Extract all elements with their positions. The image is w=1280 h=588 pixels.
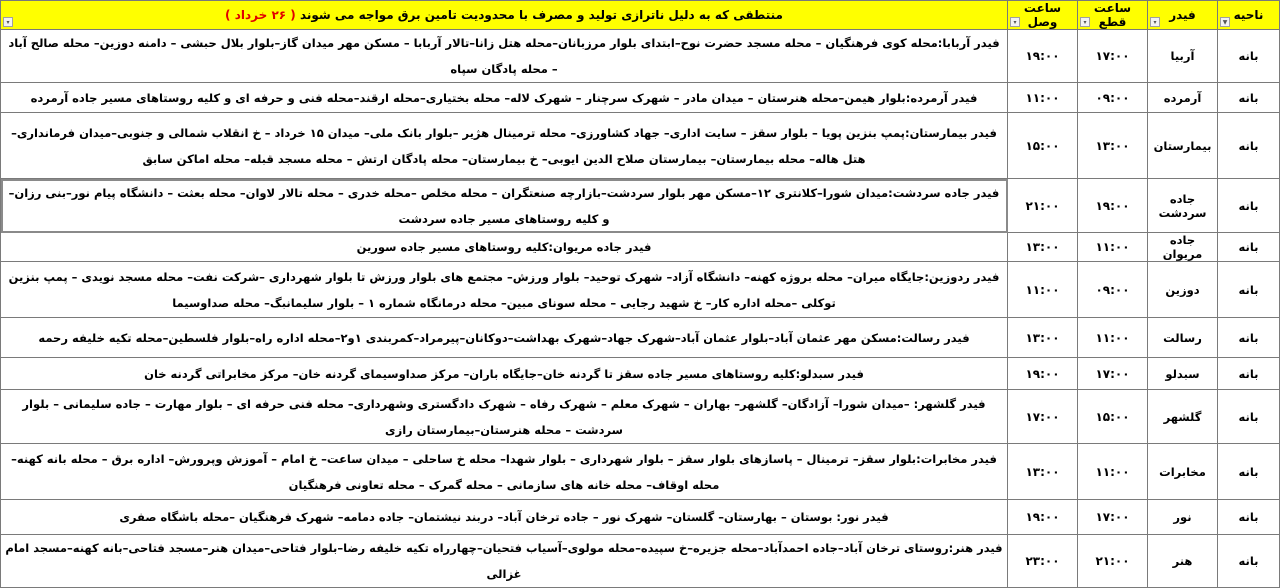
cell-description[interactable]: فیدر رسالت:مسکن مهر عثمان آباد–بلوار عثمان آباد–شهرک جهاد–شهرک بهداشت–دوکانان–پیرمراد–کمربندی ۱و۲–محله اداره راه–بلوار فلسطین–محله تکیه خلیفه رحمه bbox=[1, 318, 1008, 358]
cell-area[interactable]: بانه bbox=[1218, 30, 1280, 83]
cell-feeder[interactable]: جاده سردشت bbox=[1148, 179, 1218, 233]
cell-connect-time[interactable]: ۱۹:۰۰ bbox=[1008, 30, 1078, 83]
cell-description[interactable]: فیدر بیمارستان:پمپ بنزین پویا – بلوار سقز – سایت اداری– جهاد کشاورزی– محله ترمینال هژیر –بلوار بانک ملی– میدان ۱۵ خرداد – خ انقلاب شمالی و جنوبی–میدان فرمانداری– هتل هاله– محله بیمارستان– بیمارستان صلاح الدین ایوبی– خ بیمارستان– محله پادگان ارتش – محله مسجد قبله– محله اماکن سابق bbox=[1, 113, 1008, 179]
cell-feeder[interactable]: دوزین bbox=[1148, 262, 1218, 318]
cell-connect-time[interactable]: ۱۳:۰۰ bbox=[1008, 233, 1078, 262]
cell-cut-time[interactable]: ۱۷:۰۰ bbox=[1078, 500, 1148, 535]
cell-connect-time[interactable]: ۱۱:۰۰ bbox=[1008, 262, 1078, 318]
cell-feeder[interactable]: گلشهر bbox=[1148, 390, 1218, 444]
dropdown-icon[interactable]: ▾ bbox=[3, 17, 13, 27]
cell-cut-time[interactable]: ۰۹:۰۰ bbox=[1078, 83, 1148, 113]
cell-area[interactable]: بانه bbox=[1218, 113, 1280, 179]
cell-cut-time[interactable]: ۱۳:۰۰ bbox=[1078, 113, 1148, 179]
header-connect-time bbox=[1008, 1, 1078, 30]
header-feeder-label: فیدر bbox=[1169, 8, 1196, 22]
header-description bbox=[1, 1, 1008, 30]
cell-connect-time[interactable]: ۱۹:۰۰ bbox=[1008, 358, 1078, 390]
cell-connect-time[interactable]: ۱۹:۰۰ bbox=[1008, 500, 1078, 535]
table-row bbox=[1, 535, 1280, 588]
cell-feeder[interactable]: هنر bbox=[1148, 535, 1218, 588]
table-row bbox=[1, 358, 1280, 390]
cell-cut-time[interactable]: ۲۱:۰۰ bbox=[1078, 535, 1148, 588]
cell-description[interactable]: فیدر ردوزین:جایگاه میران– محله بروژه کهنه– دانشگاه آزاد– شهرک توحید– بلوار ورزش– مجتمع های بلوار ورزش تا بلوار شهرداری –شرکت نفت– محله مسجد نویدی – پمپ بنزین توکلی –محله اداره کار– خ شهید رجایی – محله سونای مبین– محله درمانگاه شماره ۱ – بلوار سلیمانبگ– محله صداوسیما bbox=[1, 262, 1008, 318]
dropdown-icon[interactable]: ▾ bbox=[1080, 17, 1090, 27]
cell-description[interactable]: فیدر مخابرات:بلوار سقز– ترمینال – پاسازهای بلوار سقز – بلوار شهرداری – بلوار شهدا– محله خ ساحلی – میدان ساعت– خ امام – آموزش وپرورش– اداره برق – محله بانه کهنه– محله اوقاف– محله خانه های سازمانی – محله گمرک – محله تعاونی فرهنگیان bbox=[1, 444, 1008, 500]
cell-connect-time[interactable]: ۱۳:۰۰ bbox=[1008, 444, 1078, 500]
header-description-label: منتطقی که به دلیل ناترازی تولید و مصرف با محدودیت تامین برق مواجه می شوند bbox=[299, 8, 783, 22]
cell-description[interactable]: فیدر جاده مریوان:کلیه روستاهای مسیر جاده سورین bbox=[1, 233, 1008, 262]
cell-feeder[interactable]: سبدلو bbox=[1148, 358, 1218, 390]
cell-description[interactable]: فیدر هنر:روستای ترخان آباد–جاده احمدآباد–محله جزیره–خ سپیده–محله مولوی–آسیاب فتحیان–چهارراه تکیه خلیفه رضا–بلوار فتاحی–میدان هنر–مسجد فتاحی–بانه کهنه–مسجد امام غزالی bbox=[1, 535, 1008, 588]
cell-description-selected[interactable]: فیدر جاده سردشت:میدان شورا–کلانتری ۱۲–مسکن مهر بلوار سردشت–بازارچه صنعتگران – محله مخلص –محله خدری – محله تالار لاوان– محله بعثت – دانشگاه پیام نور–بنی رزان– و کلیه روستاهای مسیر جاده سردشت bbox=[1, 179, 1008, 233]
cell-area[interactable]: بانه bbox=[1218, 358, 1280, 390]
cell-cut-time[interactable]: ۱۷:۰۰ bbox=[1078, 358, 1148, 390]
cell-feeder[interactable]: نور bbox=[1148, 500, 1218, 535]
header-area bbox=[1218, 1, 1280, 30]
table-row bbox=[1, 262, 1280, 318]
cell-cut-time[interactable]: ۱۱:۰۰ bbox=[1078, 233, 1148, 262]
table-row bbox=[1, 233, 1280, 262]
table-row bbox=[1, 500, 1280, 535]
cell-connect-time[interactable]: ۲۳:۰۰ bbox=[1008, 535, 1078, 588]
header-connect-time-label: ساعت وصل bbox=[1023, 1, 1062, 29]
table-row bbox=[1, 83, 1280, 113]
cell-connect-time[interactable]: ۱۵:۰۰ bbox=[1008, 113, 1078, 179]
cell-cut-time[interactable]: ۱۹:۰۰ bbox=[1078, 179, 1148, 233]
dropdown-icon[interactable]: ▾ bbox=[1150, 17, 1160, 27]
header-feeder bbox=[1148, 1, 1218, 30]
cell-cut-time[interactable]: ۱۱:۰۰ bbox=[1078, 444, 1148, 500]
cell-feeder[interactable]: آربیا bbox=[1148, 30, 1218, 83]
cell-area[interactable]: بانه bbox=[1218, 500, 1280, 535]
header-area-label: ناحیه bbox=[1233, 8, 1264, 22]
table-row bbox=[1, 318, 1280, 358]
cell-cut-time[interactable]: ۰۹:۰۰ bbox=[1078, 262, 1148, 318]
cell-cut-time[interactable]: ۱۱:۰۰ bbox=[1078, 318, 1148, 358]
cell-description[interactable]: فیدر آربابا:محله کوی فرهنگیان – محله مسجد حضرت نوح–ابتدای بلوار مرزبانان–محله هتل زانا–تالار آربابا – مسکن مهر میدان گاز–بلوار بلال حبشی – دامنه دوزین– محله صالح آباد – محله پادگان سپاه bbox=[1, 30, 1008, 83]
cell-description[interactable]: فیدر آرمرده:بلوار هیمن–محله هنرستان – میدان مادر – شهرک سرچنار – شهرک لاله– محله بختیاری–محله ارقند–محله فنی و حرفه ای و کلیه روستاهای مسیر جاده آرمرده bbox=[1, 83, 1008, 113]
table-row bbox=[1, 30, 1280, 83]
cell-description[interactable]: فیدر سبدلو:کلیه روستاهای مسیر جاده سقز تا گردنه خان–جایگاه باران– مرکز صداوسیمای گردنه خان– مرکز مخابراتی گردنه خان bbox=[1, 358, 1008, 390]
header-cut-time-label: ساعت قطع bbox=[1093, 1, 1132, 29]
cell-connect-time[interactable]: ۱۳:۰۰ bbox=[1008, 318, 1078, 358]
cell-area[interactable]: بانه bbox=[1218, 390, 1280, 444]
table-row bbox=[1, 444, 1280, 500]
cell-description[interactable]: فیدر نور: بوستان – بهارستان– گلستان– شهرک نور – جاده ترخان آباد– دربند نیشتمان– جاده دمامه– شهرک فرهنگیان –محله باشگاه صفری bbox=[1, 500, 1008, 535]
cell-feeder[interactable]: بیمارستان bbox=[1148, 113, 1218, 179]
cell-area[interactable]: بانه bbox=[1218, 179, 1280, 233]
cell-description[interactable]: فیدر گلشهر: –میدان شورا– آزادگان– گلشهر– بهاران – شهرک معلم – شهرک رفاه – شهرک دادگستری وشهرداری– محله فنی حرفه ای – بلوار مهارت – جاده سلیمانی – بلوار سردشت – محله هنرستان–بیمارستان رازی bbox=[1, 390, 1008, 444]
table-row bbox=[1, 390, 1280, 444]
dropdown-icon[interactable]: ▾ bbox=[1010, 17, 1020, 27]
cell-area[interactable]: بانه bbox=[1218, 535, 1280, 588]
cell-cut-time[interactable]: ۱۵:۰۰ bbox=[1078, 390, 1148, 444]
cell-area[interactable]: بانه bbox=[1218, 444, 1280, 500]
cell-feeder[interactable]: جاده مریوان bbox=[1148, 233, 1218, 262]
cell-feeder[interactable]: آرمرده bbox=[1148, 83, 1218, 113]
table-row bbox=[1, 113, 1280, 179]
cell-connect-time[interactable]: ۲۱:۰۰ bbox=[1008, 179, 1078, 233]
filter-active-icon[interactable]: ▼ bbox=[1220, 17, 1230, 27]
cell-connect-time[interactable]: ۱۱:۰۰ bbox=[1008, 83, 1078, 113]
cell-area[interactable]: بانه bbox=[1218, 318, 1280, 358]
cell-feeder[interactable]: رسالت bbox=[1148, 318, 1218, 358]
cell-connect-time[interactable]: ۱۷:۰۰ bbox=[1008, 390, 1078, 444]
cell-feeder[interactable]: مخابرات bbox=[1148, 444, 1218, 500]
header-date: ( ۲۶ خرداد ) bbox=[225, 8, 296, 22]
cell-area[interactable]: بانه bbox=[1218, 83, 1280, 113]
header-row bbox=[1, 1, 1280, 30]
header-cut-time bbox=[1078, 1, 1148, 30]
table-row bbox=[1, 179, 1280, 233]
cell-area[interactable]: بانه bbox=[1218, 262, 1280, 318]
cell-area[interactable]: بانه bbox=[1218, 233, 1280, 262]
cell-cut-time[interactable]: ۱۷:۰۰ bbox=[1078, 30, 1148, 83]
